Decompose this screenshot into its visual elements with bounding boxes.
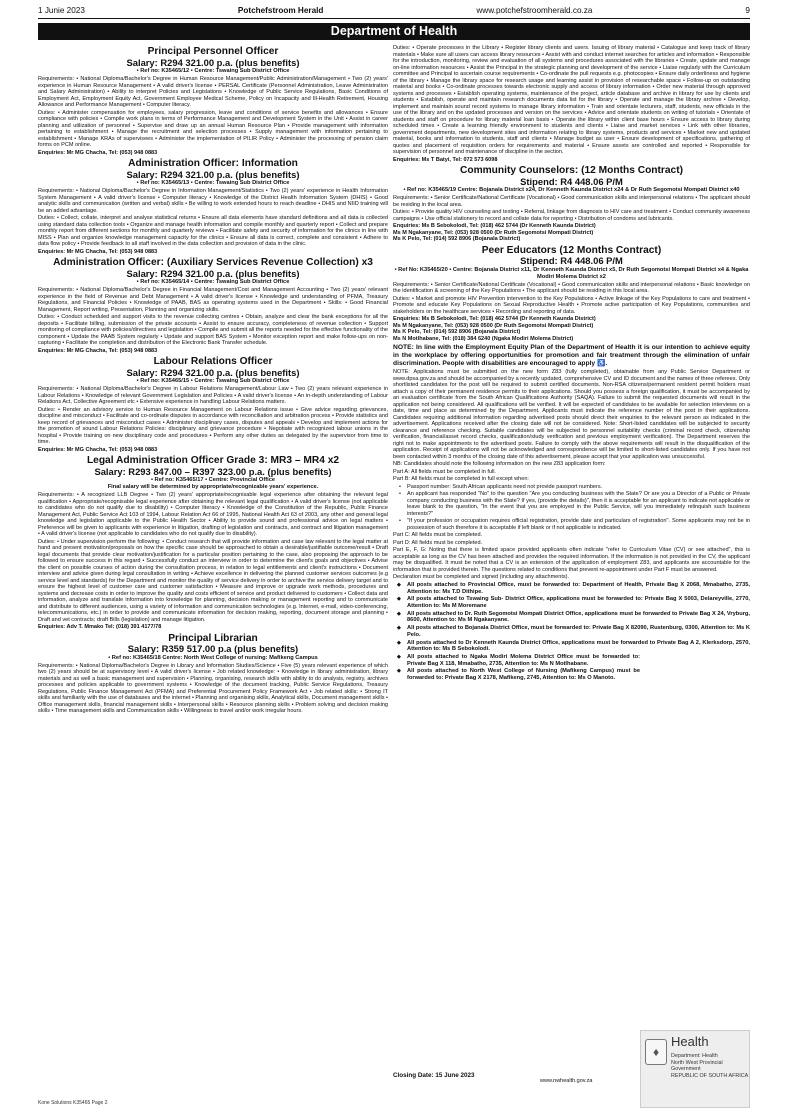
posting-addresses xyxy=(393,582,750,681)
job-requirements: Requirements: • A recognized LLB Degree • Two (2) years' appropriate/recognisable legal experience after obtaining the relevant legal qualification • Appropriate/recognisable legal experience after obtaining the relevant legal qualification • A valid driver's license (not applicable to candidates who do not qualify due to disability) • Computer literacy • Knowledge of the Constitution of the Republic, Public Finance Management Act, Public Service Act 103 of 1994, Labour Relation Act 66 of 1995, National Health Act 63 of 2003, any other and general legal knowledge and legislation applicable to the Public Health Sector • Ability to provide sound and professional advice on legal matters • Preference will be given to applicants with experience in litigation, drafting of legislation and contracts, and contract and litigation management • A valid driver's license (not applicable to candidates who do not qualify due to disability). xyxy=(38,492,388,537)
job-ref: • Ref no: K35465/14 • Centre: Tswaing Sub District Office xyxy=(136,279,290,285)
job-ref: • Ref no: K35465/18 Centre: North West College of nursing: Mafikeng Campus xyxy=(108,654,318,661)
logo-text xyxy=(671,1053,749,1079)
job-requirements: Requirements: • National Diploma/Bachelor's Degree in Human Resource Management/Public Administration/Management • Two (2) years' experience in Human Resource Management • A valid driver's license • PERSAL Certificate (Personnel Administration, Leave Administration and Salary Administration) • Ability to interpret Policies and Legislations • Knowledge of Public Service Regulations, Basic Conditions of Employment Act, Employment Equity Act, Government Employee Medical Scheme, Policy on Incapacity and Ill-Health Retirement, Housing Allowance and Performance Management • Computer literacy. xyxy=(38,76,388,108)
job-salary: Salary: R294 321.00 p.a. (plus benefits) xyxy=(126,56,300,68)
enquiry-line: Ms M Ngakanyane, Tel: (053) 928 0500 (Dr Ruth Segomotsi Mompati District) xyxy=(393,229,594,236)
job-requirements: Requirements: • Senior Certificate/National Certificate (Vocational) • Good communication skills and interpersonal relations • Basic knowledge on the identification & screening of the Key Populations • The applicant should be residing in this local area. xyxy=(393,281,750,294)
enquiry-line: Ms K Pelo, Tel: (014) 592 8906 (Bojanala District) xyxy=(393,329,521,335)
enquiry-line: Enquiries: Ms B Sebokolodi, Tel: (018) 462 5744 (Dr Kenneth Kaunda District) xyxy=(393,316,596,322)
job-requirements: Requirements: • Senior Certificate/National Certificate (Vocational) • Good communication skills and interpersonal relations • The applicant should be residing in the local area. xyxy=(393,195,750,208)
job-duties: Duties: • Collect, collate, interpret and analyse statistical returns • Ensure all data elements have standard definitions and all data is collected using standard data collection tools • Organize and manage health information and compile monthly and quarterly report • Collect and prepare monthly report from different sections for monthly and quarterly reviews • Facilitate safety and security of information for the clinics in line with MISS • Plan and organize knowledge management capacity for the clinics • Ensure all data is correct, complete and consistent • Adhere to data flow policy • Provide feedback to all staff involved in the data collection and provision of data in the clinic. xyxy=(38,215,388,247)
z83-part-efg: Part E, F, G: Noting that there is limited space provided applicants often indicate "refer to Curriculum Vitae (CV) or see attached", this is acceptable as long as the CV has been attached and provides the required information. If the information is not provided in the CV, the applicant may be disqualified. It must be noted that a CV is an extension of the application of employment Z83, and applicants are accountable for the information that is provided therein. The questions related to conditions that prevent re-appointment under Part F must be answered. xyxy=(393,547,750,573)
job-ref: • Ref no: K35465/15 • Centre: Tswaing Sub District Office xyxy=(136,378,290,384)
page-header xyxy=(38,4,750,16)
job-enquiries: Enquiries: Mr MG Chacha, Tel: (053) 948 0883 xyxy=(38,446,158,453)
address-item: ◆ All posts attached to Dr Kenneth Kaunda District Office, applications must be forwarded to Private Bag A 2, Klerksdorp, 2570, Attention to: Ms B Sebokolodi. xyxy=(397,640,750,653)
job-ref: • Ref no: K35465/19 Centre: Bojanala District x24, Dr Kenneth Kaunda District x24 & Dr Ruth Segomotsi Mompati District x40 xyxy=(403,187,740,193)
job-duties: Duties: • Provide quality HIV counseling and testing • Referral, linkage from diagnosis to HIV care and treatment • Conduct community awareness campaigns • Use official stationery to record and collate data for reporting • Distribution of condoms and lubricants. xyxy=(393,209,750,222)
department-website[interactable]: www.nwhealth.gov.za xyxy=(540,1078,593,1084)
job-requirements: Requirements: • National Diploma/Bachelor's Degree in Financial Management/Cost and Management Accounting • Two (2) years' relevant experience in the field of Revenue and Debt Management • A valid driver's license • Knowledge and understanding of PFMA, Treasury Regulations, and Financial Policies • Knowledge of PAAB, BAS as operating systems used in the Department • Skills: • Good Financial Management, Report writing, Presentation, Planning and organizing skills. xyxy=(38,287,388,313)
job-title: Labour Relations Officer xyxy=(153,356,273,367)
right-column xyxy=(393,44,750,1062)
job-salary: Salary: R294 321.00 p.a. (plus benefits) xyxy=(126,168,300,180)
job-enquiries: Enquiries: Adv T. Mmako Tel: (018) 391 4177/78 xyxy=(38,624,162,630)
job-title: Administration Officer: (Auxiliary Services Revenue Collection) x3 xyxy=(53,257,373,268)
librarian-duties: Duties: • Operate processes in the Library • Register library clients and users. Issuing of library material • Catalogue and keep track of library materials • Make sure all users can access library resources • Assist with and conduct internet searches for articles and information • Responsible for the introduction, monitoring, review and evaluation of all systems and procedures associated with the libraries • Create, update and manage on-line information resources • Assist the Principal in the strategic planning and development of the service • Liaise regularly with the Curriculum committee and Principal to ascertain course requirements • Co-ordinate the pull requests e.g. photocopies • Ensure daily orderliness and hygiene of the library • Manage the library space for research usage and learning assist in provision of researchable space • Follow-up on outstanding material and books • Co-ordinate processes towards electronic supply and access of library information • Order new material through approved systems and processes • Establish operating systems, maintenance of the project, article database and archive in library for use by clients and students • Establish, operate and maintain research documents data list for the library • Operate and manage the library archive • Develop, implement and maintain sound record systems to manage library information • Train and orientate lecturers, staff, students, new officials in the use of the library and on the updated processes and version on the services • Advice and orientate students on writing of tutorials • Orientate of students and staff on procedure for library material loan basis • Operate the library within client base hours • Ensure access to library during scheduled times • Create a learning friendly environment to students and clients • Liaise and market services • Link with other libraries, government departments, new development sites and information relating to library systems, products and services • Market new and updated material, books and information to students, staff and clients • Manage budget as user • Ensure development of specifications, gathering of quotes and placement of requisition orders for requirements and material • Ensure assets are controlled and reported • Responsible for supervision of personnel and maintenance of discipline in the section. xyxy=(393,45,750,155)
enquiry-line: Ms N Motlhabane, Tel: (018) 384 6240 (Ngaka Modiri Molema District) xyxy=(393,335,574,342)
enquiry-line: Ms M Ngakanyane, Tel: (053) 928 0500 (Dr Ruth Segomotsi Mompati District) xyxy=(393,322,594,329)
list-item: • Passport number: South African applicants need not provide passport numbers. xyxy=(399,484,750,491)
list-item: • "If your profession or occupation requires official registration, provide date and particulars of registration". Some applicants may not be in possession of such therefore it is acceptable if left blank or if not applicable is indicated. xyxy=(399,518,750,531)
job-requirements: Requirements: • National Diploma/Bachelor's Degree in Labour Relations Management/Labour Law • Two (2) years relevant experience in Labour Relations • Knowledge of relevant Government Legislation and Policies • A valid driver's license • An in-depth understanding of Labour Relations Act, Collective Agreement etc • Extensive experience in handling Labour Relations matters. xyxy=(38,386,388,405)
job-salary: Stipend: R4 448.06 P/M xyxy=(520,175,623,187)
job-ref: • Ref No: K35465/20 • Centre: Bojanala District x11, Dr Kenneth Kaunda District x5, Dr Ruth Segomotsi Mompati District x4 & Ngaka Modiri Molema District x2 xyxy=(394,266,749,280)
issue-date: 1 Junie 2023 xyxy=(38,5,85,15)
address-item: ◆ All posts attached to North West College of Nursing (Mafikeng Campus) must be forwarded to: Private Bag X 2178, Mafikeng, 2745, Attention to: Ms O Manoto. xyxy=(397,668,750,681)
job-title: Principal Librarian xyxy=(168,632,258,644)
logo-line: REPUBLIC OF SOUTH AFRICA xyxy=(671,1072,749,1079)
job-duties: Duties: • Under supervision perform the following: • Conduct research that will provide information and case law relevant to the legal matter at hand and present motivation/proposals on how the specific case should be approached to obtain a desirable/justifiable outcome/result • Draft legal documents that provide clear motivation/justification for a particular position pertaining to the case, also proposing the approach to be followed to ensure success in this regard • Successfully conduct an interview in order to determine the client's goals and objectives • Advise the client on possible courses of action during the consultation process, in relation to legal entitlements and client's instructions • Document interview and advice given during legal consultation in writing • Achieve excellence in delivering the planned customer services outcomes (e.g service level and standards) for the Department and monitor the quality of service delivery in order to archive the service delivery target and to ensure the highest level of customer care and customer satisfaction • Measure and improve or upgrade work methods, procedures and systems and decrease costs in order to improve the quality and costs efficient of service and product delivered to customers • Collect data and information, analyze and translate information into knowledge for planning, decision making or management reporting and to communicate and distribute to different audiences, using a variety of information and communication technologies (e.g. Internet, e-mail, video-conferencing, telecommunications, etc.) in order to provide and communicate information for decision making, reporting, document storage and planning • Draft and vet contracts; draft Bills (legislation) and manage litigation. xyxy=(38,538,388,623)
z83-part-b: Part B: All fields must be completed in full except when: xyxy=(393,476,529,483)
closing-date: Closing Date: 15 June 2023 xyxy=(393,1072,475,1079)
salary-note: Final salary will be determined by appropriate/recognizable years' experience. xyxy=(107,484,319,490)
declaration-note: Declaration must be completed and signed (including any attachments). xyxy=(393,574,570,581)
librarian-enquiries: Enquiries: Ms T Batyi, Tel: 072 573 6098 xyxy=(393,156,498,163)
page-number: 9 xyxy=(745,5,750,15)
job-requirements: Requirements: • National Diploma/Bachelor's Degree in Information Management/Statistics • Two (2) years' experience in Health Information System Management • A valid driver's license • Computer literacy • Knowledge of the District Health Information System (DHIS) • Good analytic skills and communication (written and verbal) skills • Be willing to work extended hours to reach deadline • DHIS and NIID training will be an added advantage. xyxy=(38,188,388,214)
job-salary: Salary: R294 321.00 p.a. (plus benefits) xyxy=(126,366,300,378)
z83-part-d: Part D: All fields must be completed. xyxy=(393,539,483,546)
job-enquiries: Enquiries: Mr MG Chacha, Tel: (053) 948 0883 xyxy=(38,347,158,354)
job-salary: Salary: R293 847.00 – R397 323.00 p.a. (plus benefits) xyxy=(94,465,332,477)
address-item: ◆ All posts attached to Dr. Ruth Segomotsi Mompati District Office, applications must be forwarded to Private Bag X 24, Vryburg, 8600, Attention to: Ms M Ngakanyane. xyxy=(397,611,750,624)
job-salary: Salary: R359 517.00 p.a (plus benefits) xyxy=(127,643,299,654)
left-column xyxy=(38,44,388,1062)
address-item: ◆ All posts attached to Ngaka Modiri Molema District Office must be forwarded to: Private Bag X 118, Mmabatho, 2735, Attention to: Ms N Motlhabane. xyxy=(397,654,750,667)
job-title: Peer Educators (12 Months Contract) xyxy=(481,244,662,256)
job-title: Community Counselors: (12 Months Contract) xyxy=(459,165,683,176)
coat-of-arms-icon: ♦ xyxy=(645,1039,667,1065)
newspaper-name: Potchefstroom Herald xyxy=(237,5,324,15)
equity-note: NOTE: In line with the Employment Equity Plan of the Department of Health it is our intention to achieve equity in the workplace by offering opportunities for promotion and fair treatment through the elimination of unfair discrimination. People with disabilities are encouraged to apply ♿. xyxy=(393,344,750,367)
job-ref: • Ref no: K35465/17 • Centre: Provincial Office xyxy=(150,477,276,483)
job-title: Legal Administration Officer Grade 3: MR3 – MR4 x2 xyxy=(86,455,340,466)
z83-part-c: Part C: All fields must be completed. xyxy=(393,532,483,539)
job-ref: • Ref no: K35465/13 • Centre: Tswaing Sub District Office xyxy=(136,180,290,186)
job-salary: Stipend: R4 448.06 P/M xyxy=(520,255,623,266)
list-item: • An applicant has responded "No" to the question "Are you conducting business with the State? Or are you a Director of a Public or Private company conducting business with the State? If yes, (provide the details)", then it is acceptable for an applicant to indicate not applicable or leave blank to the question, "In the event that you are employed in the Public Service, will you immediately relinquish such business interests?" xyxy=(399,491,750,517)
enquiry-line: Ms K Pelo, Tel: (014) 592 8906 (Bojanala District) xyxy=(393,236,521,242)
job-duties: Duties: • Conduct scheduled and support visits to the revenue collecting centres • Obtain, analyze and clear the bank exceptions for all the deposits • Facilitate billing, submission of the private accounts • Assist to ensure accuracy, completeness of revenue collection • Support monitoring of compliance with policies/directives and legislation • Compile and submit all the reports needed for the effective functionality of the component • Update the PAAB System regularly • Update and support BAS System • Monitor exception report and make follow-ups on non-capturing • Facilitate the completion and distribution of the Electronic Bank Transfer schedule. xyxy=(38,314,388,346)
job-requirements: Requirements: • National Diploma/Bachelor's Degree in Library and Information Studies/Science • Five (5) years relevant experience of which two (2) years should be at supervisory level • A valid driver's license • Job related knowledge: • Knowledge in library administration, library materials and as well a basic management and supervision • Planning, organising, research skills with ability to do analysis, registry, archives processes and policies applicable to government systems • Knowledge of the document tracking, Public Service Regulations, Treasury Regulations, Public Finance Management Act (PFMA) and Preferential Procurement Policy Framework Act • Job related skills: • Strong IT skills and familiarity with the use of databases and the internet • Planning and organising skills, Analytical skills, Document management skills • Office management skills, financial management skills • Interpersonal skills • Resource planning skills • Problem solving and decision making skills • Time management skills and Communication skills • Willingness to travel and/or work irregular hours. xyxy=(38,662,388,714)
address-item: ◆ All posts attached to Bojanala District Office, must be forwarded to: Private Bag X 82090, Rustenburg, 0300, Attention to: Ms K Pelo. xyxy=(397,625,750,638)
job-salary: Salary: R294 321.00 p.a. (plus benefits) xyxy=(126,267,300,279)
logo-line: North West Provincial Government xyxy=(671,1059,723,1073)
health-logo xyxy=(640,1030,750,1108)
z83-part-a: Part A: All fields must be completed in full. xyxy=(393,468,496,475)
job-enquiries xyxy=(393,316,750,342)
job-enquiries: Enquiries: Mr MG Chacha, Tel: (053) 948 0883 xyxy=(38,149,158,156)
footer-credit: Kone Solutions K35465 Page 2 xyxy=(38,1100,108,1106)
job-ref: • Ref no: K35465/12 • Centre: Tswaing Sub District Office xyxy=(136,68,290,74)
logo-word: Health xyxy=(671,1034,709,1049)
address-item: ◆ All posts attached to Tswaing Sub- District Office, applications must be forwarded to: Private Bag X 5003, Delareyville, 2770, Attention to: Ms M Moremane xyxy=(397,596,750,609)
job-enquiries: Enquiries: Mr MG Chacha, Tel: (053) 948 0883 xyxy=(38,248,158,255)
department-banner: Department of Health xyxy=(38,23,750,40)
logo-line: Department: Health xyxy=(671,1053,718,1059)
job-enquiries xyxy=(393,223,750,243)
job-duties: Duties: • Render an advisory service to Human Resource Management on Labour Relations issue • Give advice regarding grievances, discipline and misconduct • Facilitate and co-ordinate disputes in accordance with reconciliation and arbitration process • Provide statistics and keep record of grievances and misconduct cases • Administer disciplinary cases, disputes and appeals • Develop and implement actions for the promotion of sound Labour Relations Policies: disciplinary and grievance procedure • Negotiate with recognized labour unions in the hospital • Provide training on new disciplinary code and procedures • Perform any other duties as delegated by the supervisor from time to time. xyxy=(38,406,388,445)
address-item: ◆ All posts attached to Provincial Office, must be forwarded to: Department of Health, Private Bag X 2068, Mmabatho, 2735, Attention to: Ms T.D Dithipe. xyxy=(397,582,750,595)
header-rule xyxy=(38,18,750,19)
job-title: Administration Officer: Information xyxy=(128,158,298,169)
part-b-list xyxy=(393,484,750,532)
z83-nb: NB: Candidates should note the following information on the new Z83 application form: xyxy=(393,461,606,468)
job-duties: Duties: • Administer compensation for employees, salary progression, leave and conditions of service benefits and allowances • Ensure compliance with policies • Compile work plans in terms of Performance Management and Development System in the Unit • Assist in career planning and utilization of personnel • Supervise and draw up an annual Human Resource Plan • Provide management with information pertaining to establishment • Manage the recruitment and selection processes • Supply management with information pertaining to establishment • Manage KRAs of supervisees • Administer the implementation of PILIR Policy • Administer the processing of pension claim forms on PCM online. xyxy=(38,109,388,148)
application-note: NOTE: Applications must be submitted on the new form Z83 (fully completed), obtainable from any Public Service Department or www.dpsa.gov.za and should be accompanied by a recently updated, comprehensive CV and ID document and the names of three referees. Only shortlisted candidates for the post will be required to submit certified documents. Non-RSA citizens/permanent resident permit holders must attach a copy of their permanent residence permits to their applications. Should you possess a foreign qualification, it must be accompanied by an evaluation certificate from the South African Qualifications Authority (SAQA). Failure to submit the requested documents will result in the application not being considered. All qualifications will be verified. It will be expected of candidates to be available for selection interviews on a date, time and place as determined by the Department. Applicants must indicate the reference number of the post in their applications. Candidates requiring additional information regarding advertised posts should direct their enquiries to the relevant person as indicated in the advertisement. Applications received after the closing date will not be considered. Note: Short-listed candidates will be subjected to security clearance and reference checking. Suitable candidates will be subjected to personnel suitability checks (criminal record check, citizenship verification, financial/asset record checks, qualification/study verification and previous employment verification). The Department reserves the right not to make appointments to the advertised posts. Failure to comply with the above requirements will result in the disqualification of the application. Receipt of applications will not be acknowledged and correspondence will be limited to short-listed candidates only. If you have not been contacted within 3 months of the closing date of this advertisement, please accept that your application was unsuccessful. xyxy=(393,369,750,460)
job-title: Principal Personnel Officer xyxy=(147,46,279,57)
newspaper-site[interactable]: www.potchefstroomherald.co.za xyxy=(476,5,593,15)
job-duties: Duties: • Market and promote HIV Prevention intervention to the Key Populations • Active linkage of the Key Populations to care and treatment • Promote and educate Key Populations on Sexual Reproductive Health • Promote active participation of Key Populations, communities and stakeholders on the healthcare services • Recording and reporting of data. xyxy=(393,295,750,315)
enquiry-line: Enquiries: Ms B Sebokolodi, Tel: (018) 462 5744 (Dr Kenneth Kaunda District) xyxy=(393,223,596,229)
